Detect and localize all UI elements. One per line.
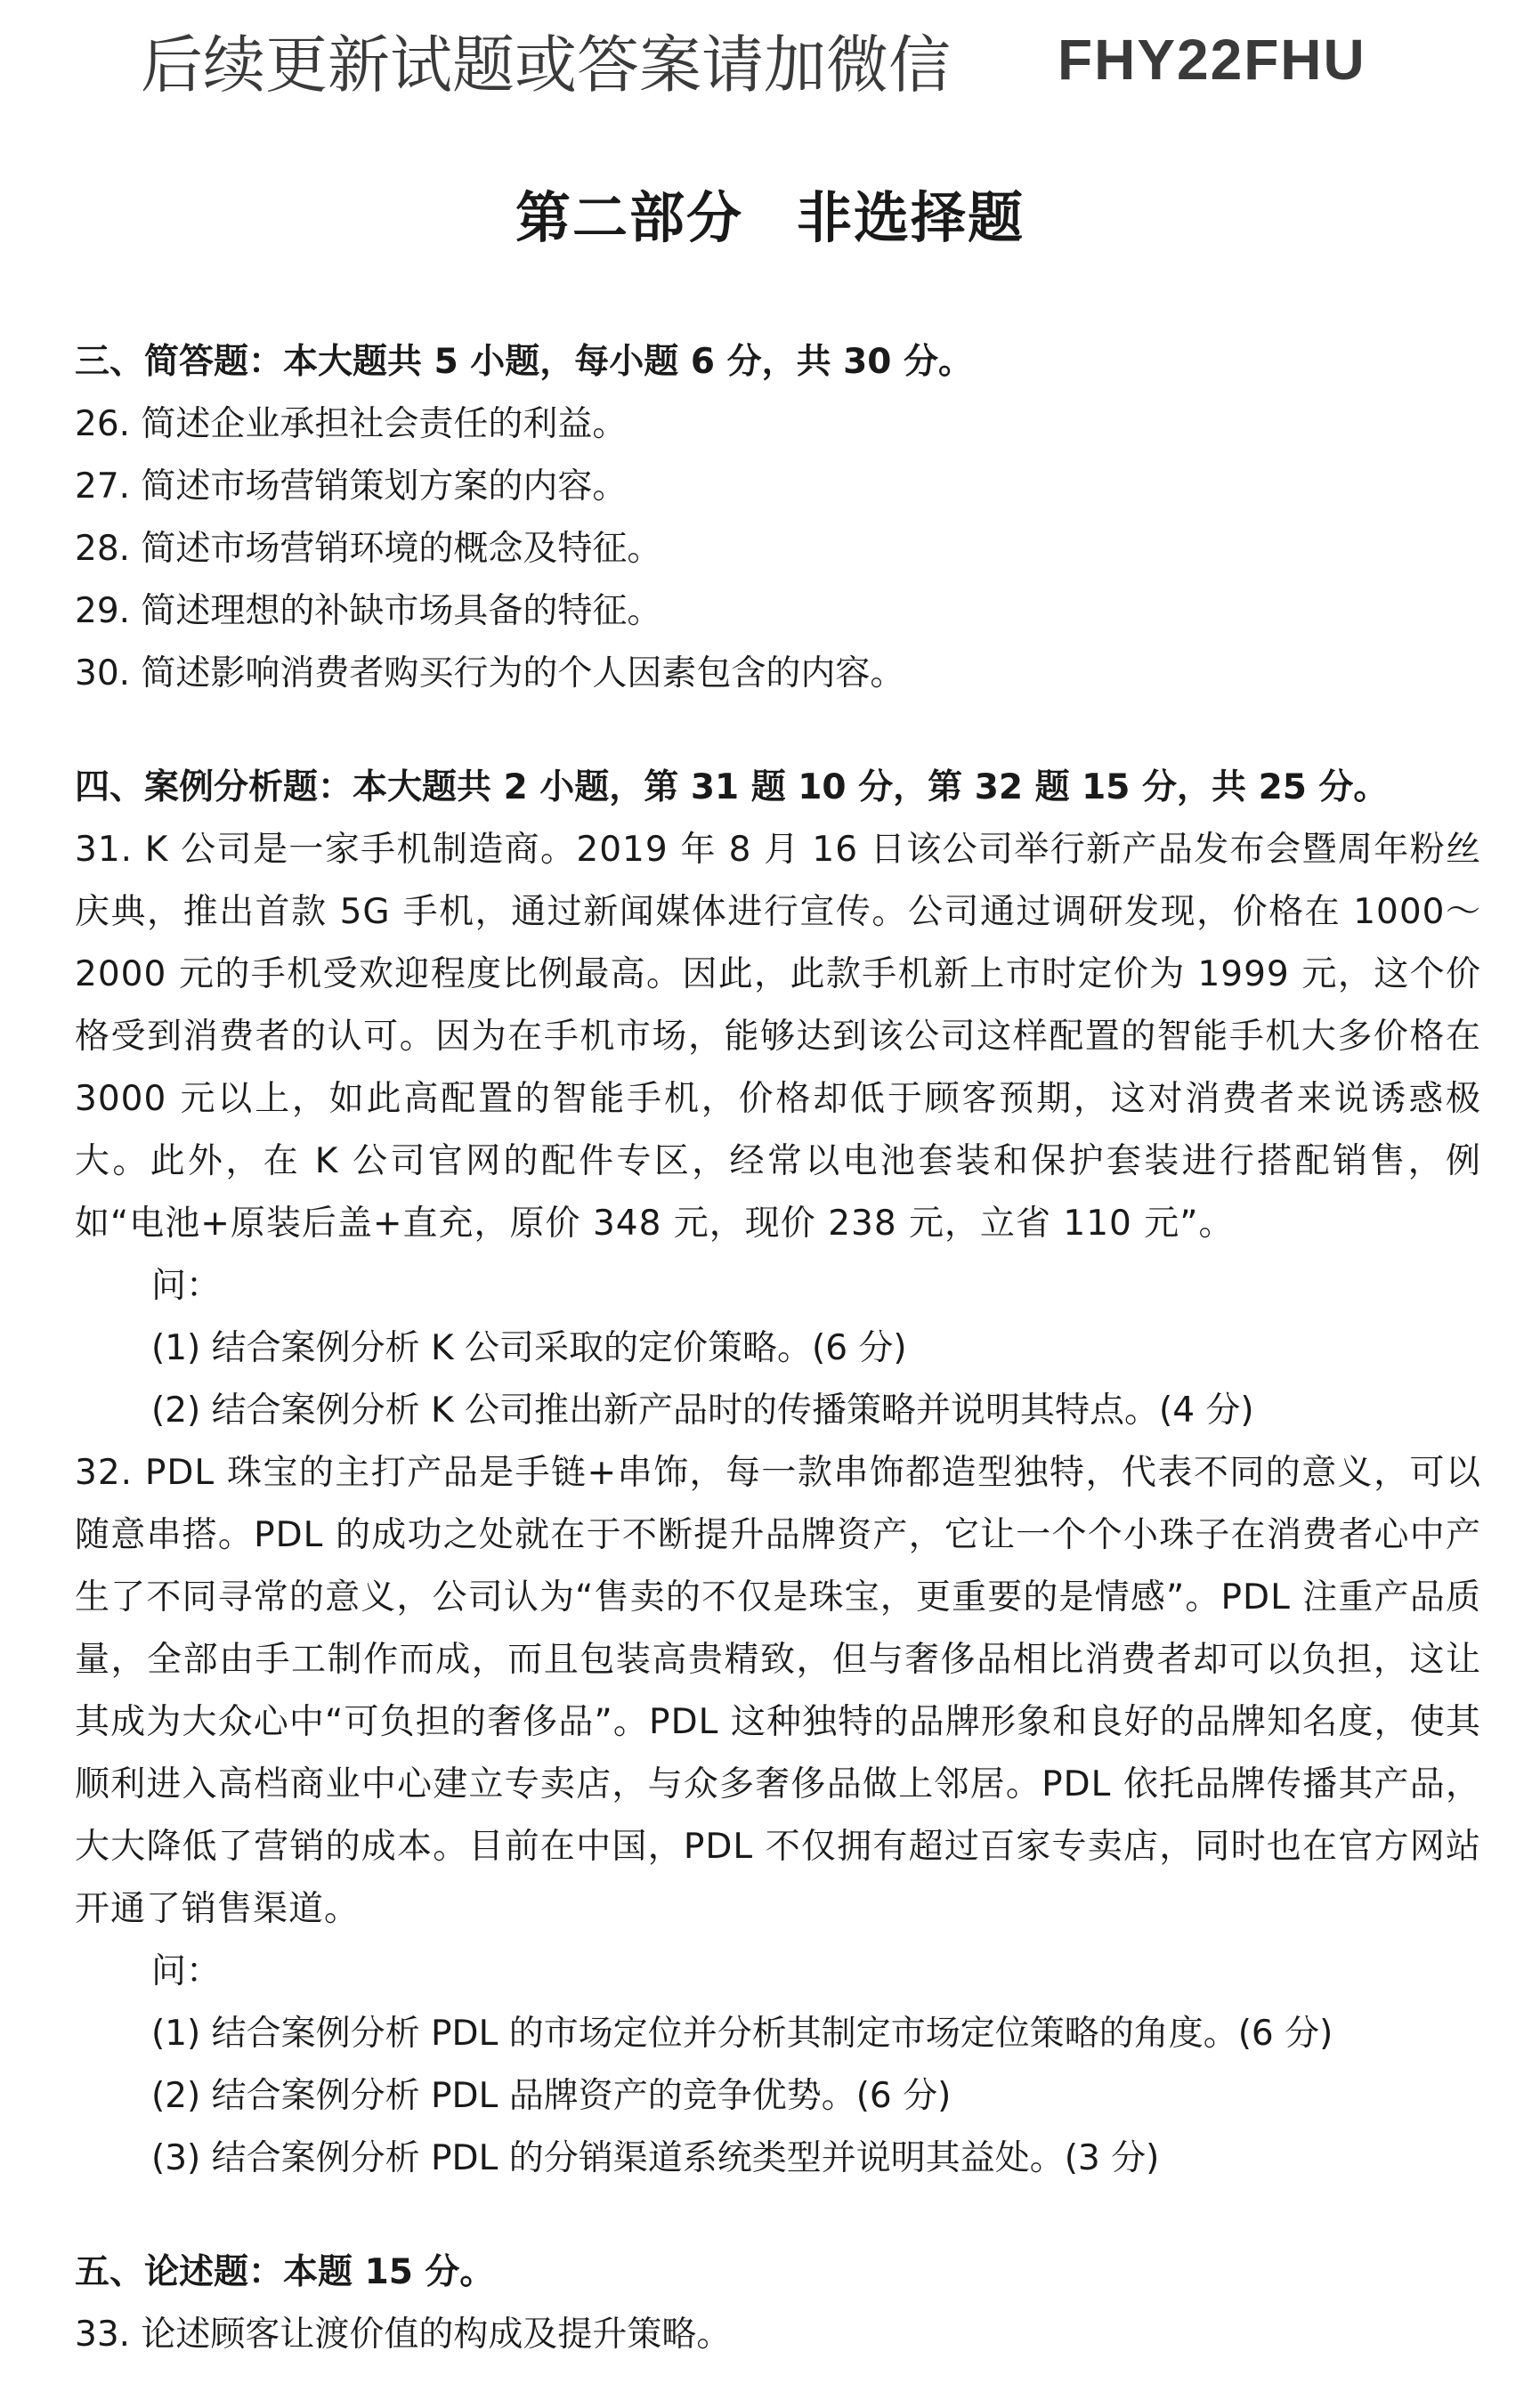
question-29: 29. 简述理想的补缺市场具备的特征。 — [75, 591, 662, 631]
question-33: 33. 论述顾客让渡价值的构成及提升策略。 — [75, 2315, 732, 2355]
question-32-sub-3: (3) 结合案例分析 PDL 的分销渠道系统类型并说明其益处。(3 分) — [151, 2138, 1160, 2178]
part-title-right: 非选择题 — [797, 185, 1025, 250]
question-26: 26. 简述企业承担社会责任的利益。 — [75, 404, 628, 444]
section5-heading: 五、论述题：本题 15 分。 — [75, 2252, 495, 2292]
question-32-text: 32. PDL 珠宝的主打产品是手链+串饰，每一款串饰都造型独特，代表不同的意义，可以随意串搭。PDL 的成功之处就在于不断提升品牌资产，它让一个个小珠子在消费者心中产生了不同寻常的意义，公司认为“售卖的不仅是珠宝，更重要的是情感”。PDL 注重产品质量，全部由手工制作而成，而且包装高贵精致，但与奢侈品相比消费者却可以负担，这让其成为大众心中“可负担的奢侈品”。PDL 这种独特的品牌形象和良好的品牌知名度，使其顺利进入高档商业中心建立专卖店，与众多奢侈品做上邻居。PDL 依托品牌传播其产品，大大降低了营销的成本。目前在中国，PDL 不仅拥有超过百家专卖店，同时也在官方网站开通了销售渠道。 — [75, 1453, 1481, 1929]
watermark — [141, 20, 1414, 100]
part-title-left: 第二部分 — [515, 185, 743, 250]
question-28: 28. 简述市场营销环境的概念及特征。 — [75, 529, 662, 569]
question-27: 27. 简述市场营销策划方案的内容。 — [75, 466, 628, 507]
question-31-ask: 问： — [151, 1266, 222, 1306]
exam-content — [75, 331, 1481, 2366]
section3-heading: 三、简答题：本大题共 5 小题，每小题 6 分，共 30 分。 — [75, 342, 974, 382]
watermark-text: 后续更新试题或答案请加微信 — [141, 28, 951, 101]
question-32-ask: 问： — [151, 1951, 222, 1991]
question-31-text: 31. K 公司是一家手机制造商。2019 年 8 月 16 日该公司举行新产品发布会暨周年粉丝庆典，推出首款 5G 手机，通过新闻媒体进行宣传。公司通过调研发现，价格在 1000～2000 元的手机受欢迎程度比例最高。因此，此款手机新上市时定价为 1999 元，这个价格受到消费者的认可。因为在手机市场，能够达到该公司这样配置的智能手机大多价格在 3000 元以上，如此高配置的智能手机，价格却低于顾客预期，这对消费者来说诱惑极大。此外，在 K 公司官网的配件专区，经常以电池套装和保护套装进行搭配销售，例如“电池+原装后盖+直充，原价 348 元，现价 238 元，立省 110 元”。 — [75, 830, 1481, 1244]
watermark-code: FHY22FHU — [1058, 28, 1366, 92]
question-32-sub-1: (1) 结合案例分析 PDL 的市场定位并分析其制定市场定位策略的角度。(6 分) — [151, 2014, 1333, 2054]
question-32-sub-2: (2) 结合案例分析 PDL 品牌资产的竞争优势。(6 分) — [151, 2076, 952, 2116]
question-31-sub-1: (1) 结合案例分析 K 公司采取的定价策略。(6 分) — [151, 1328, 907, 1368]
question-30: 30. 简述影响消费者购买行为的个人因素包含的内容。 — [75, 653, 905, 693]
part-title — [0, 174, 1540, 253]
question-31-sub-2: (2) 结合案例分析 K 公司推出新产品时的传播策略并说明其特点。(4 分) — [151, 1391, 1254, 1431]
section4-heading: 四、案例分析题：本大题共 2 小题，第 31 题 10 分，第 32 题 15 分，共 25 分。 — [75, 767, 1389, 807]
